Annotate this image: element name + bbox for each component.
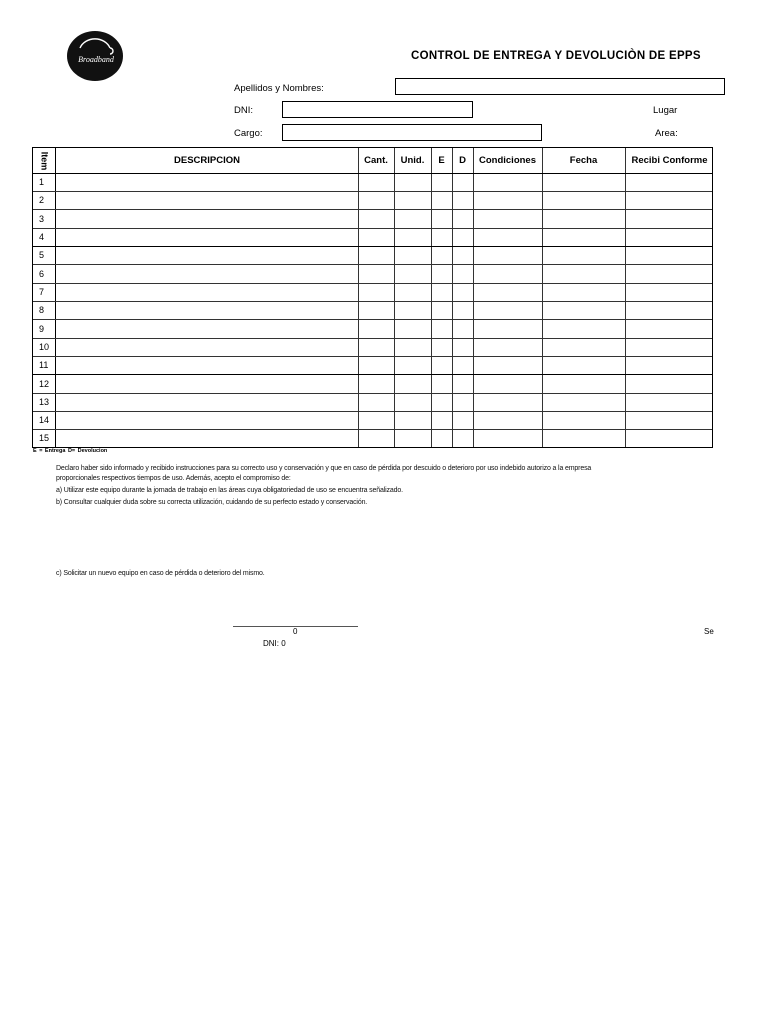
header-recibi-conforme: Recibi Conforme xyxy=(631,155,708,166)
signature-dni: DNI: 0 xyxy=(263,639,286,648)
declaration-line-2: proporcionales respectivos tiempos de uso. Además, acepto el compromiso de: xyxy=(56,475,291,482)
header-condiciones: Condiciones xyxy=(478,155,536,166)
company-logo xyxy=(66,30,124,82)
header-cant: Cant. xyxy=(364,155,388,166)
row-number: 4 xyxy=(39,232,45,242)
row-number: 7 xyxy=(39,287,45,297)
row-number: 10 xyxy=(39,342,50,352)
row-number: 13 xyxy=(39,397,50,407)
commitment-b: b) Consultar cualquier duda sobre su correcta utilización, cuidando de su perfecto estado y conservación. xyxy=(56,499,368,506)
header-fecha: Fecha xyxy=(569,155,598,166)
row-number: 2 xyxy=(39,195,45,205)
apellidos-label: Apellidos y Nombres: xyxy=(234,83,324,94)
header-descripcion: DESCRIPCION xyxy=(174,155,240,166)
row-number: 6 xyxy=(39,268,45,279)
row-number: 12 xyxy=(39,378,50,389)
cargo-label: Cargo: xyxy=(234,128,263,139)
header-unid: Unid. xyxy=(400,155,425,166)
header-item: Item xyxy=(38,151,49,170)
header-e: E xyxy=(438,155,445,166)
row-number: 3 xyxy=(39,213,45,224)
header-d: D xyxy=(459,155,466,166)
cargo-field[interactable] xyxy=(282,124,542,141)
commitment-c: c) Solicitar un nuevo equipo en caso de pérdida o deterioro del mismo. xyxy=(56,570,265,577)
declaration-line-1: Declaro haber sido informado y recibido instrucciones para su correcto uso y conservación y que en caso de pérdida por descuido o deterioro por uso indebido autorizo a la empresa xyxy=(56,465,592,472)
row-number: 8 xyxy=(39,305,45,315)
signature-right-label: Se xyxy=(704,627,714,636)
apellidos-field[interactable] xyxy=(395,78,725,95)
area-label: Area: xyxy=(655,128,678,139)
row-number: 11 xyxy=(39,360,49,370)
lugar-label: Lugar xyxy=(653,105,678,116)
row-number: 15 xyxy=(39,433,50,443)
logo-text: Broadband xyxy=(78,55,114,64)
row-number: 9 xyxy=(39,323,45,334)
dni-label: DNI: xyxy=(234,105,253,116)
legend: E = Entrega D= Devolucion xyxy=(33,448,108,454)
commitment-a: a) Utilizar este equipo durante la jornada de trabajo en las áreas cuya obligatoriedad de uso se encuentra señalizado. xyxy=(56,487,403,494)
signature-name: 0 xyxy=(293,627,298,636)
dni-field[interactable] xyxy=(282,101,473,118)
row-number: 14 xyxy=(39,415,50,425)
epps-table xyxy=(32,147,713,448)
row-number: 1 xyxy=(39,177,45,187)
document-title: CONTROL DE ENTREGA Y DEVOLUCIÒN DE EPPS xyxy=(411,50,701,62)
row-number: 5 xyxy=(39,250,45,260)
